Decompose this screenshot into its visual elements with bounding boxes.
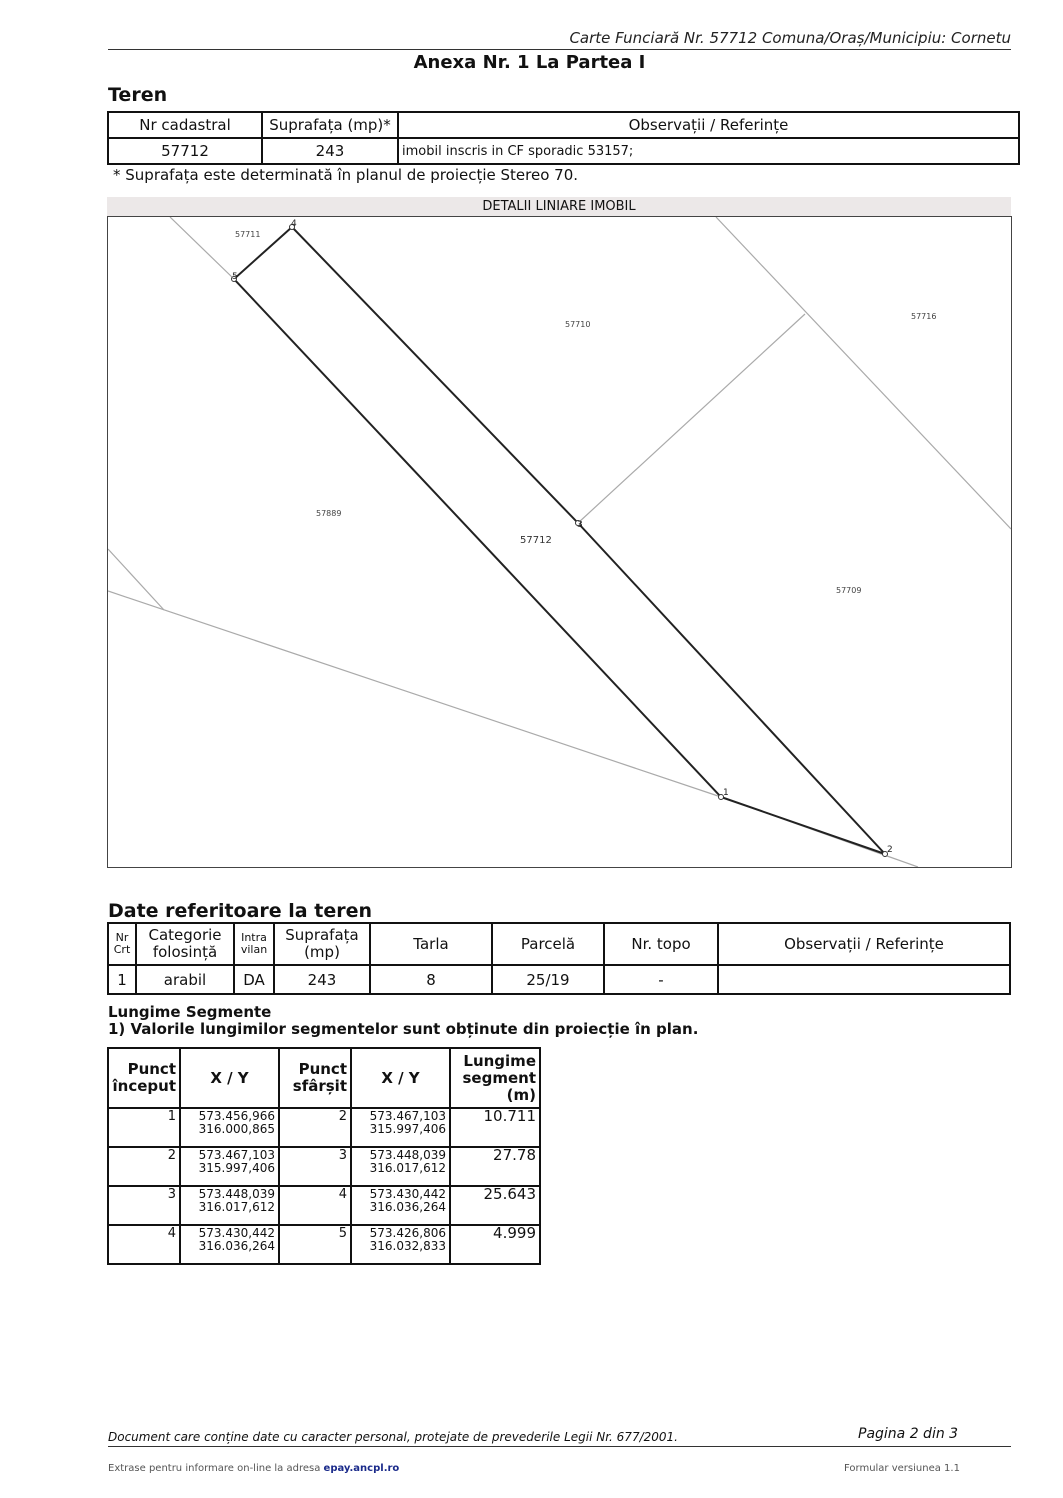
col-tarla: Tarla — [370, 923, 492, 965]
cell-end-coords — [351, 1186, 450, 1225]
header-divider — [108, 49, 1011, 50]
col-intravilan: Intra vilan — [234, 923, 274, 965]
cell-length: 27.78 — [450, 1147, 540, 1186]
coord-x: 573.430,442 — [369, 1187, 446, 1201]
footer-divider — [108, 1446, 1011, 1447]
boundary-line — [108, 591, 721, 797]
col-punct-sfarsit: Punct sfârșit — [279, 1048, 351, 1108]
table-row — [108, 1108, 540, 1147]
cell-start-coords — [180, 1186, 279, 1225]
extract-text: Extrase pentru informare on-line la adresa — [108, 1463, 321, 1474]
table-row — [108, 1225, 540, 1264]
table-row — [108, 1186, 540, 1225]
footer-disclaimer: Document care conține date cu caracter personal, protejate de prevederile Legii Nr. 677/2001. — [108, 1430, 678, 1444]
cell-suprafata-mp: 243 — [274, 965, 370, 994]
col-suprafata-mp: Suprafața (mp) — [274, 923, 370, 965]
parcel-label: 57710 — [565, 320, 591, 329]
parcel-map — [107, 216, 1012, 868]
cell-observatii — [718, 965, 1010, 994]
form-version: Formular versiunea 1.1 — [844, 1463, 960, 1474]
point-label: 3 — [577, 520, 583, 530]
coord-x: 573.448,039 — [369, 1148, 446, 1162]
map-title: DETALII LINIARE IMOBIL — [107, 197, 1011, 216]
col-categorie: Categorie folosință — [136, 923, 234, 965]
cell-suprafata: 243 — [262, 138, 398, 164]
col-parcela: Parcelă — [492, 923, 604, 965]
point-label: 2 — [887, 845, 893, 855]
annex-title: Anexa Nr. 1 La Partea I — [413, 52, 646, 73]
coord-y: 316.017,612 — [369, 1161, 446, 1175]
cell-end-point: 2 — [279, 1108, 351, 1147]
extract-site-link[interactable]: epay.ancpl.ro — [323, 1463, 400, 1474]
coord-y: 316.017,612 — [198, 1200, 275, 1214]
col-xy-end: X / Y — [351, 1048, 450, 1108]
cell-length: 25.643 — [450, 1186, 540, 1225]
coord-x: 573.467,103 — [198, 1148, 275, 1162]
segments-table — [107, 1047, 541, 1265]
coord-x: 573.448,039 — [198, 1187, 275, 1201]
cell-nr-crt: 1 — [108, 965, 136, 994]
cell-end-point: 5 — [279, 1225, 351, 1264]
cell-end-coords — [351, 1147, 450, 1186]
cell-start-point: 3 — [108, 1186, 180, 1225]
parcel-label-subject: 57712 — [520, 535, 552, 546]
page-number: Pagina 2 din 3 — [858, 1426, 959, 1442]
cell-parcela: 25/19 — [492, 965, 604, 994]
point-label: 5 — [232, 272, 238, 282]
cell-start-point: 2 — [108, 1147, 180, 1186]
boundary-line — [716, 217, 1011, 529]
cell-length: 10.711 — [450, 1108, 540, 1147]
parcel-label: 57709 — [836, 586, 862, 595]
coord-y: 316.036,264 — [198, 1239, 275, 1253]
col-observatii: Observații / Referințe — [718, 923, 1010, 965]
coord-y: 315.997,406 — [198, 1161, 275, 1175]
cell-start-coords — [180, 1147, 279, 1186]
segments-title: Lungime Segmente — [108, 1003, 272, 1021]
col-suprafata: Suprafața (mp)* — [262, 112, 398, 138]
cell-nr-topo: - — [604, 965, 718, 994]
cell-end-coords — [351, 1108, 450, 1147]
coord-x: 573.426,806 — [369, 1226, 446, 1240]
coord-y: 316.000,865 — [198, 1122, 275, 1136]
segments-subtitle: 1) Valorile lungimilor segmentelor sunt obținute din proiecție în plan. — [108, 1020, 699, 1038]
cell-length: 4.999 — [450, 1225, 540, 1264]
document-header: Carte Funciară Nr. 57712 Comuna/Oraș/Municipiu: Cornetu — [569, 29, 1011, 47]
cell-start-coords — [180, 1225, 279, 1264]
footer-extract — [108, 1463, 399, 1474]
coord-x: 573.430,442 — [198, 1226, 275, 1240]
coord-y: 316.036,264 — [369, 1200, 446, 1214]
cell-start-point: 4 — [108, 1225, 180, 1264]
cell-end-coords — [351, 1225, 450, 1264]
cell-start-coords — [180, 1108, 279, 1147]
cell-observatii: imobil inscris in CF sporadic 53157; — [398, 138, 1019, 164]
parcel-label: 57711 — [235, 230, 261, 239]
point-label: 4 — [291, 219, 297, 229]
parcel-label: 57889 — [316, 509, 342, 518]
table-row — [108, 1147, 540, 1186]
col-observatii: Observații / Referințe — [398, 112, 1019, 138]
col-xy-start: X / Y — [180, 1048, 279, 1108]
parcel-57712-outline — [234, 227, 885, 854]
boundary-line — [578, 314, 805, 523]
col-nr-topo: Nr. topo — [604, 923, 718, 965]
coord-y: 316.032,833 — [369, 1239, 446, 1253]
date-teren-table — [107, 922, 1011, 995]
point-label: 1 — [723, 788, 729, 798]
parcel-map-svg — [108, 217, 1011, 867]
coord-y: 315.997,406 — [369, 1122, 446, 1136]
cell-tarla: 8 — [370, 965, 492, 994]
teren-section-title: Teren — [108, 84, 168, 106]
cell-end-point: 3 — [279, 1147, 351, 1186]
parcel-label: 57716 — [911, 312, 937, 321]
coord-x: 573.467,103 — [369, 1109, 446, 1123]
col-nr-cadastral: Nr cadastral — [108, 112, 262, 138]
segments-heading — [108, 1004, 698, 1038]
cell-end-point: 4 — [279, 1186, 351, 1225]
coord-x: 573.456,966 — [198, 1109, 275, 1123]
teren-footnote: * Suprafața este determinată în planul de proiecție Stereo 70. — [113, 166, 579, 184]
cell-start-point: 1 — [108, 1108, 180, 1147]
cell-categorie: arabil — [136, 965, 234, 994]
cell-nr-cadastral: 57712 — [108, 138, 262, 164]
boundary-line — [170, 217, 234, 279]
teren-table — [107, 111, 1020, 165]
col-punct-inceput: Punct început — [108, 1048, 180, 1108]
cell-intravilan: DA — [234, 965, 274, 994]
col-lungime: Lungime segment (m) — [450, 1048, 540, 1108]
col-nr-crt: Nr Crt — [108, 923, 136, 965]
date-teren-title: Date referitoare la teren — [108, 900, 372, 922]
